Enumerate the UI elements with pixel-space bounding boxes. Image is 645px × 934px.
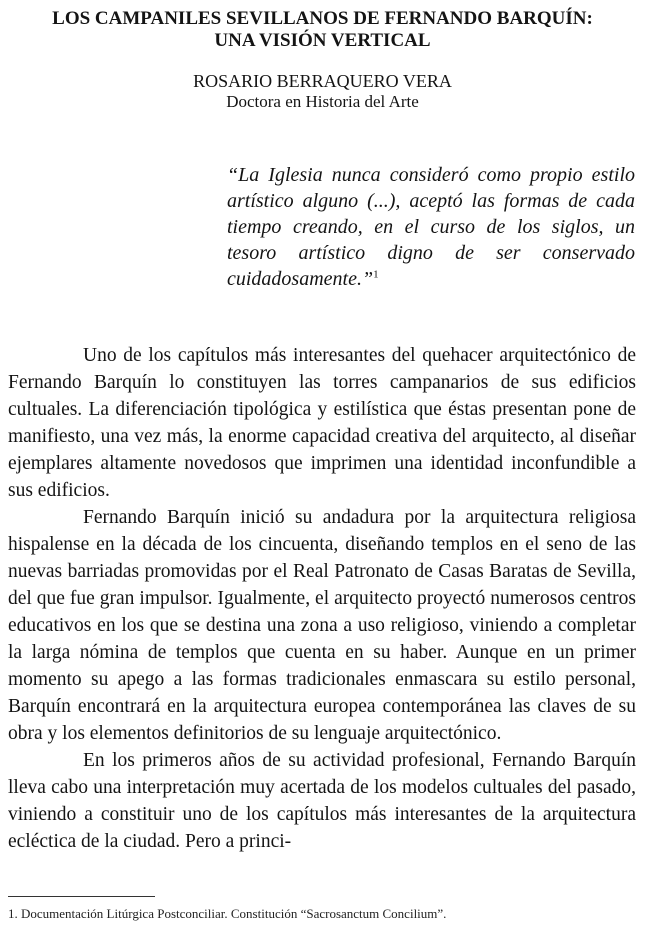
- epigraph-text: La Iglesia nunca consideró como propio estilo artístico alguno (...), aceptó las formas de cada tiempo creando, en el curso de los siglos, un tesoro artístico digno de ser conservado cuidadosamente: [227, 164, 635, 290]
- body-paragraph: Uno de los capítulos más interesantes del quehacer arquitectónico de Fernando Barquín lo constituyen las torres campanarios de sus edificios cultuales. La diferenciación tipológica y estilística que éstas presentan pone de manifiesto, una vez más, la enorme capacidad creativa del arquitecto, al diseñar ejemplares altamente novedosos que imprimen una identidad inconfundible a sus edificios.: [8, 345, 636, 501]
- epigraph-quote: [227, 162, 635, 292]
- footnote-divider: [8, 896, 155, 897]
- author-affiliation: Doctora en Historia del Arte: [226, 92, 419, 111]
- footnote-reference: 1: [373, 268, 379, 281]
- author-name: ROSARIO BERRAQUERO VERA: [193, 71, 452, 91]
- epigraph-open-quote: “: [227, 164, 239, 186]
- article-title: [0, 8, 645, 52]
- title-line-1: LOS CAMPANILES SEVILLANOS DE FERNANDO BARQUÍN:: [52, 8, 593, 29]
- epigraph-close-quote: .”: [356, 268, 374, 290]
- body-paragraph: En los primeros años de su actividad profesional, Fernando Barquín lleva cabo una interpretación muy acertada de los modelos cultuales del pasado, viniendo a constituir uno de los capítulos más interesantes de la arquitectura ecléctica de la ciudad. Pero a princi-: [8, 750, 636, 852]
- body-text: [8, 342, 636, 855]
- title-line-2: UNA VISIÓN VERTICAL: [214, 30, 431, 51]
- footnote: 1. Documentación Litúrgica Postconciliar. Constitución “Sacrosanctum Concilium”.: [8, 906, 447, 921]
- body-paragraph: Fernando Barquín inició su andadura por la arquitectura religiosa hispalense en la década de los cincuenta, diseñando templos en el seno de las nuevas barriadas promovidas por el Real Patronato de Casas Baratas de Sevilla, del que fue gran impulsor. Igualmente, el arquitecto proyectó numerosos centros educativos en los que se destina una zona a uso religioso, viniendo a completar la larga nómina de templos que cuenta en su haber. Aunque en un primer momento su apego a las formas tradicionales enmascara su estilo personal, Barquín encontrará en la arquitectura europea contemporánea las claves de su obra y los elementos definitorios de su lenguaje arquitectónico.: [8, 507, 636, 744]
